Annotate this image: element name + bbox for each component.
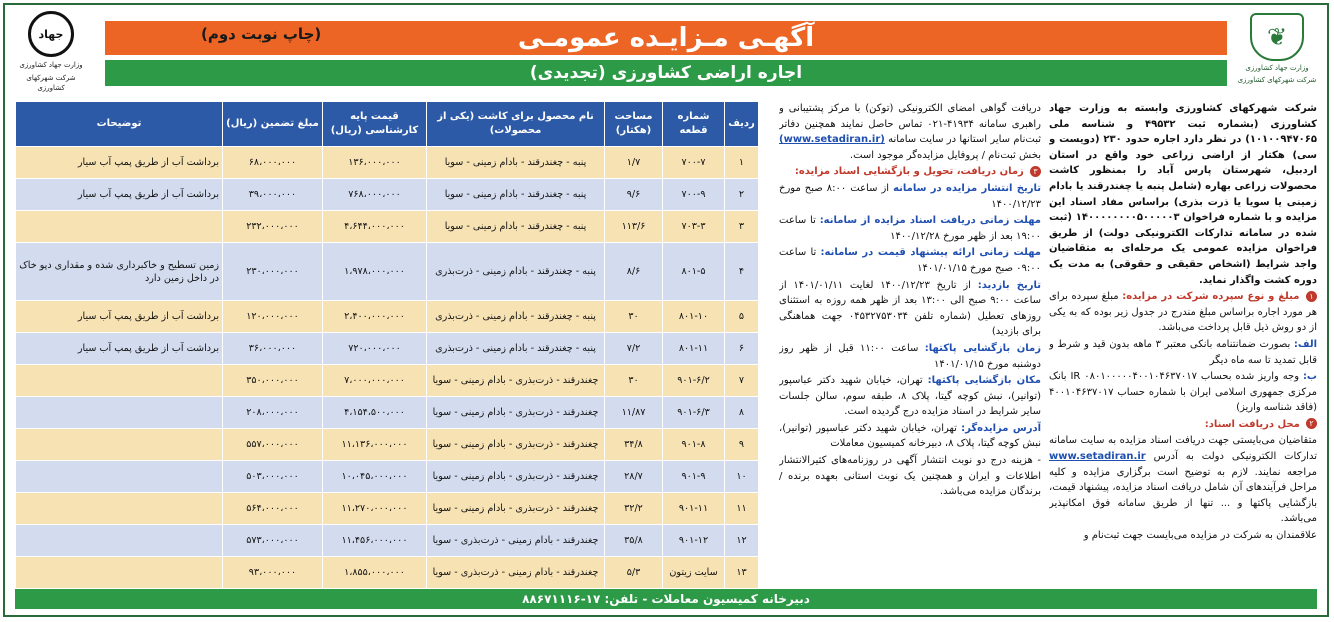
cell-notes: برداشت آب از طریق پمپ آب سیار [16,301,223,333]
cell-area: ۱/۷ [605,147,663,179]
cell-deposit: ۱۲۰،۰۰۰،۰۰۰ [223,301,323,333]
cell-row: ۱۲ [725,525,759,557]
cell-notes: زمین تسطیح و خاکبرداری شده و مقداری دپو خاک در داخل زمین دارد [16,243,223,301]
cell-notes: برداشت آب از طریق پمپ آب سیار [16,147,223,179]
cell-deposit: ۵۰۳،۰۰۰،۰۰۰ [223,461,323,493]
cell-crop: پنبه - چغندرقند - بادام زمینی - سویا [427,211,605,243]
cell-deposit: ۳۶،۰۰۰،۰۰۰ [223,333,323,365]
cell-deposit: ۶۸،۰۰۰،۰۰۰ [223,147,323,179]
cell-row: ۵ [725,301,759,333]
cell-row: ۴ [725,243,759,301]
table-row [16,461,759,493]
opening-time: زمان بازگشایی پاکتها: ساعت ۱۱:۰۰ قبل از ظهر روز دوشنبه مورخ ۱۴۰۱/۰۱/۱۵ [779,342,1041,370]
section-heading: محل دریافت اسناد: [1204,418,1300,430]
logo-right-caption-1: وزارت جهاد کشاورزی [1245,64,1309,72]
section-schedule [779,164,1041,180]
title-band [105,21,1227,55]
logo-left-caption-2: شرکت شهرکهای کشاورزی [26,74,76,92]
cell-crop: چغندرقند - بادام زمینی - ذرت‌بذری - سویا [427,525,605,557]
cell-row: ۱۰ [725,461,759,493]
cell-crop: پنبه - چغندرقند - بادام زمینی - ذرت‌بذری [427,243,605,301]
cell-notes [16,493,223,525]
section-heading: زمان دریافت، تحویل و بازگشایی اسناد مزایده: [794,166,1024,178]
footer-band [15,589,1317,609]
cell-base-price: ۷،۰۰۰،۰۰۰،۰۰۰ [323,365,427,397]
cell-deposit: ۵۶۴،۰۰۰،۰۰۰ [223,493,323,525]
col-base-price: قیمت پایه کارشناسی (ریال) [323,102,427,147]
cell-area: ۹/۶ [605,179,663,211]
cell-base-price: ۷۶۸،۰۰۰،۰۰۰ [323,179,427,211]
cell-notes [16,525,223,557]
intro-paragraph: شرکت شهرکهای کشاورزی وابسته به وزارت جهاد کشاورزی (بشماره ثبت ۴۹۵۳۲ و شناسه ملی ۱۰۱۰۰۹۴۷۰۶۵) در نظر دارد اجاره حدود ۲۳۰ (دویست و سی) هکتار از اراضی زراعی خود واقع در استان اردبیل، شهرستان پارس آباد را بمنظور کاشت محصولات زراعی بهاره (شامل پنبه یا چغندرقند یا بادام زمینی یا سویا یا ذرت بذری) براساس مفاد اسناد این مزایده و با شماره فراخوان ۱۴۰۰۰۰۰۰۰۰۵۰۰۰۰۰۳ (ثبت شده در سامانه تدارکات الکترونیکی دولت) از طریق فراخوان مزایده عمومی یک مرحله‌ای به متقاضیان واجد شرایط (اشخاص حقیقی و حقوقی) به مدت یک دوره کشت واگذار نماید. [1049,103,1317,286]
cell-notes [16,429,223,461]
footer-contact: دبیرخانه کمیسیون معاملات - تلفن: ۱۷-۸۸۶۷۱۱۱۶ [522,592,810,606]
cell-base-price: ۴،۶۴۴،۰۰۰،۰۰۰ [323,211,427,243]
table-row [16,179,759,211]
parcels-table [15,101,759,589]
setadiran-link[interactable]: www.setadiran.ir [1049,451,1146,463]
cell-parcel: ۹۰۱-۹ [663,461,725,493]
col-crop: نام محصول برای کاشت (یکی از محصولات) [427,102,605,147]
table-row [16,333,759,365]
table-row [16,397,759,429]
cell-notes [16,211,223,243]
edition-label: (چاپ نوبت دوم) [201,25,322,43]
section-number-badge: ۳ [1030,166,1041,177]
col-parcel: شماره قطعه [663,102,725,147]
cell-crop: چغندرقند - ذرت‌بذری - بادام زمینی - سویا [427,493,605,525]
cell-area: ۱۱/۸۷ [605,397,663,429]
section-heading: مبلغ و نوع سپرده شرکت در مزایده: [1122,291,1300,303]
cell-deposit: ۲۰۸،۰۰۰،۰۰۰ [223,397,323,429]
cell-area: ۳۴/۸ [605,429,663,461]
cell-deposit: ۲۳۰،۰۰۰،۰۰۰ [223,243,323,301]
table-header-row [16,102,759,147]
cell-area: ۵/۳ [605,557,663,589]
cell-deposit: ۳۹،۰۰۰،۰۰۰ [223,179,323,211]
cell-parcel: ۹۰۱-۶/۳ [663,397,725,429]
cell-crop: پنبه - چغندرقند - بادام زمینی - سویا [427,147,605,179]
cell-deposit: ۵۷۳،۰۰۰،۰۰۰ [223,525,323,557]
section-number-badge: ۲ [1306,418,1317,429]
section-deposit [1049,289,1317,336]
cell-crop: چغندرقند - ذرت‌بذری - بادام زمینی - سویا [427,365,605,397]
deposit-option-a: الف: بصورت ضمانتنامه بانکی معتبر ۳ ماهه بدون قید و شرط و قابل تمدید تا سه ماه دیگر [1049,338,1317,366]
cell-base-price: ۱،۹۷۸،۰۰۰،۰۰۰ [323,243,427,301]
cell-parcel: سایت زیتون [663,557,725,589]
cell-notes: برداشت آب از طریق پمپ آب سیار [16,179,223,211]
cell-base-price: ۲،۴۰۰،۰۰۰،۰۰۰ [323,301,427,333]
cell-area: ۳۰ [605,301,663,333]
cell-parcel: ۹۰۱-۸ [663,429,725,461]
opening-place: مکان بازگشایی پاکتها: تهران، خیابان شهید دکتر عباسپور (توانیر)، نبش کوچه گیتا، پلاک ۸، طبقه سوم، سالن جلسات سایر شرایط در اسناد مزایده درج گردیده است. [779,375,1041,418]
cell-row: ۶ [725,333,759,365]
cell-deposit: ۵۵۷،۰۰۰،۰۰۰ [223,429,323,461]
cell-parcel: ۸۰۱-۵ [663,243,725,301]
cell-notes [16,557,223,589]
table-row [16,147,759,179]
parcels-table-wrap [15,101,759,589]
logo-right-caption-2: شرکت شهرکهای کشاورزی [1237,76,1317,84]
table-row [16,243,759,301]
jihad-logo [15,11,87,91]
cell-parcel: ۸۰۱-۱۱ [663,333,725,365]
bid-deadline: مهلت زمانی ارائه پیشنهاد قیمت در سامانه: تا ساعت ۰۹:۰۰ صبح مورخ ۱۴۰۱/۰۱/۱۵ [779,247,1041,274]
cell-base-price: ۷۲۰،۰۰۰،۰۰۰ [323,333,427,365]
table-row [16,525,759,557]
logo-left-caption-1: وزارت جهاد کشاورزی [19,61,83,69]
cell-row: ۱ [725,147,759,179]
cell-notes [16,461,223,493]
cell-area: ۲۸/۷ [605,461,663,493]
deposit-option-b: ب: وجه واریز شده بحساب IR ۰۸۰۱۰۰۰۰۰۴۰۰۱۰۴۶۳۷۰۱۷ بانک مرکزی جمهوری اسلامی ایران با شماره حساب ۴۰۰۱۰۴۶۳۷۰۱۷ (فاقد شناسه واریز) [1049,371,1317,414]
cell-crop: پنبه - چغندرقند - بادام زمینی - ذرت‌بذری [427,301,605,333]
table-row [16,211,759,243]
cell-crop: چغندرقند - ذرت‌بذری - بادام زمینی - سویا [427,461,605,493]
cell-row: ۱۱ [725,493,759,525]
table-row [16,365,759,397]
section-body: مبلغ سپرده برای هر مورد اجاره براساس مبلغ مندرج در جدول زیر بوده که به یکی از دو روش ذیل قابل پرداخت می‌باشد. [1049,291,1317,334]
cell-parcel: ۷۰۰-۹ [663,179,725,211]
cell-area: ۳۵/۸ [605,525,663,557]
cell-base-price: ۱۰،۰۴۵،۰۰۰،۰۰۰ [323,461,427,493]
cell-deposit: ۳۵۰،۰۰۰،۰۰۰ [223,365,323,397]
cell-crop: چغندرقند - ذرت‌بذری - بادام زمینی - سویا [427,397,605,429]
col-deposit: مبلغ تضمین (ریال) [223,102,323,147]
section-number-badge: ۱ [1306,291,1317,302]
cell-row: ۱۳ [725,557,759,589]
cell-row: ۸ [725,397,759,429]
cell-parcel: ۷۰۰-۷ [663,147,725,179]
page-subtitle: اجاره اراضی کشاورزی (تجدیدی) [529,63,803,83]
table-row [16,429,759,461]
cell-base-price: ۱،۸۵۵،۰۰۰،۰۰۰ [323,557,427,589]
subtitle-band [105,60,1227,86]
documents-body-cont: علاقمندان به شرکت در مزایده می‌بایست جهت ثبت‌نام و [1083,530,1317,542]
cell-base-price: ۱۳۶،۰۰۰،۰۰۰ [323,147,427,179]
ad-cost-note: - هزینه درج دو نوبت انتشار آگهی در روزنامه‌های کثیرالانتشار اطلاعات و ایران و همچنین یک نوبت استانی بعهده برنده / برندگان مزایده می‌باشد. [779,455,1041,498]
cell-area: ۱۱۳/۶ [605,211,663,243]
cell-area: ۳۲/۲ [605,493,663,525]
docs-deadline: مهلت زمانی دریافت اسناد مزایده از سامانه: تا ساعت ۱۹:۰۰ بعد از ظهر مورخ ۱۴۰۰/۱۲/۲۸ [779,215,1041,242]
cell-parcel: ۸۰۱-۱۰ [663,301,725,333]
tender-notice-page [3,3,1329,617]
cell-row: ۲ [725,179,759,211]
cell-crop: پنبه - چغندرقند - بادام زمینی - ذرت‌بذری [427,333,605,365]
table-row [16,557,759,589]
cell-area: ۸/۶ [605,243,663,301]
section-documents [1049,417,1317,433]
table-row [16,493,759,525]
cell-row: ۳ [725,211,759,243]
agri-towns-logo [1237,13,1317,91]
cell-notes: برداشت آب از طریق پمپ آب سیار [16,333,223,365]
cell-parcel: ۹۰۱-۶/۲ [663,365,725,397]
table-row [16,301,759,333]
auctioneer-address: آدرس مزایده‌گر: تهران، خیابان شهید دکتر عباسپور (توانیر)، نبش کوچه گیتا، پلاک ۸، دبیرخانه کمیسیون معاملات [779,422,1041,450]
col-notes: توضیحات [16,102,223,147]
col-row: ردیف [725,102,759,147]
setadiran-link-2[interactable]: (www.setadiran.ir) [779,134,885,146]
jihad-seal-icon: جهاد [28,11,74,57]
cell-row: ۷ [725,365,759,397]
cell-area: ۳۰ [605,365,663,397]
cell-crop: چغندرقند - بادام زمینی - ذرت‌بذری - سویا [427,557,605,589]
cell-notes [16,365,223,397]
col-area: مساحت (هکتار) [605,102,663,147]
cell-area: ۷/۲ [605,333,663,365]
cell-base-price: ۱۱،۱۳۶،۰۰۰،۰۰۰ [323,429,427,461]
cell-deposit: ۲۳۲،۰۰۰،۰۰۰ [223,211,323,243]
cell-base-price: ۱۱،۴۵۶،۰۰۰،۰۰۰ [323,525,427,557]
cell-deposit: ۹۳،۰۰۰،۰۰۰ [223,557,323,589]
cell-notes [16,397,223,429]
schedule-column [779,101,1041,589]
cell-crop: پنبه - چغندرقند - بادام زمینی - سویا [427,179,605,211]
cell-parcel: ۹۰۱-۱۱ [663,493,725,525]
visit-date: تاریخ بازدید: از تاریخ ۱۴۰۰/۱۲/۲۳ لغایت ۱۴۰۱/۰۱/۱۱ از ساعت ۹:۰۰ صبح الی ۱۳:۰۰ بعد از ظهر همه روزه به استثنای روزهای تعطیل (شماره تلفن ۰۴۵۳۲۷۵۳۰۳۴ جهت هماهنگی برای بازدید) [779,279,1041,338]
publish-date: تاریخ انتشار مزایده در سامانه از ساعت ۸:۰۰ صبح مورخ ۱۴۰۰/۱۲/۲۳ [779,182,1041,210]
cell-crop: چغندرقند - ذرت‌بذری - بادام زمینی - سویا [427,429,605,461]
cell-parcel: ۷۰۳-۳ [663,211,725,243]
leaf-emblem-icon: ❦ [1250,13,1304,61]
cell-base-price: ۱۱،۲۷۰،۰۰۰،۰۰۰ [323,493,427,525]
documents-body: متقاضیان می‌بایستی جهت دریافت اسناد مزایده به سایت سامانه تدارکات الکترونیکی دولت به آدرس www.setadiran.ir مراجعه نمایند. لازم به توضیح است برگزاری مزایده و کلیه مراحل فرآیندهای آن شامل دریافت اسناد مزایده، پیشنهاد قیمت، بازگشایی پاکتها و ... تنها از طریق سامانه فوق امکانپذیر می‌باشد. [1049,435,1317,525]
page-title: آگهـی مـزایـده عمومـی [517,23,815,53]
cell-base-price: ۴،۱۵۴،۵۰۰،۰۰۰ [323,397,427,429]
cell-row: ۹ [725,429,759,461]
registration-paragraph: دریافت گواهی امضای الکترونیکی (توکن) با مرکز پشتیبانی و راهبری سامانه ۴۱۹۳۴-۰۲۱ تماس حاصل نمایند همچنین دفاتر ثبت‌نام سایر استانها در سایت سامانه (www.setadiran.ir) بخش ثبت‌نام / پروفایل مزایده‌گر موجود است. [779,103,1041,161]
intro-column [1049,101,1317,589]
cell-parcel: ۹۰۱-۱۲ [663,525,725,557]
